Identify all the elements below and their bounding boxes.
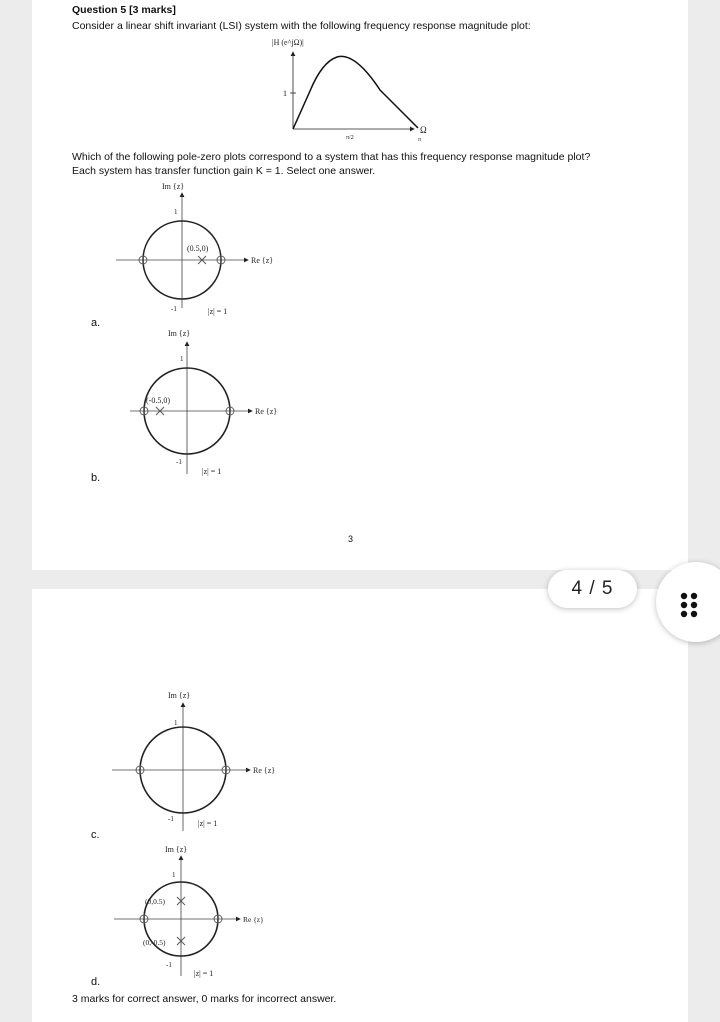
pole-coord-label: (-0.5,0) [146, 396, 170, 405]
unit-circle-label: |z| = 1 [208, 307, 228, 316]
minus-one-tick: -1 [168, 815, 174, 823]
one-tick: 1 [180, 355, 184, 363]
marks-footer: 3 marks for correct answer, 0 marks for incorrect answer. [72, 993, 337, 1005]
more-options-icon [680, 592, 702, 618]
freq-one-tick: 1 [283, 89, 287, 98]
one-tick: 1 [174, 719, 178, 727]
unit-circle-label: |z| = 1 [202, 467, 222, 476]
question-title: Question 5 [3 marks] [72, 4, 176, 16]
im-axis-label: Im {z} [168, 329, 191, 338]
minus-one-tick: -1 [176, 458, 182, 466]
freq-xlabel: Ω [420, 125, 427, 135]
question-prompt-line1: Which of the following pole-zero plots correspond to a system that has this frequency response magnitude plot? [72, 151, 591, 163]
page-number: 3 [348, 534, 354, 544]
pole-zero-plot-d [108, 840, 308, 980]
im-axis-label: Im {z} [162, 182, 185, 191]
pole-coord-label: (0.5,0) [187, 244, 209, 253]
minus-one-tick: -1 [166, 961, 172, 969]
magnitude-curve [293, 56, 418, 129]
freq-plot-ylabel: |H (e^jΩ)| [272, 38, 304, 47]
option-d-label[interactable]: d. [91, 976, 101, 988]
half-pi-label: π/2 [346, 135, 354, 141]
option-a-label[interactable]: a. [91, 317, 101, 329]
pole-coord-label-top: (0,0.5) [145, 897, 165, 906]
im-axis-label: Im {z} [165, 845, 188, 854]
page-indicator [548, 570, 637, 608]
pole-zero-plot-c [108, 685, 308, 835]
re-axis-label: Re {z} [253, 766, 276, 775]
question-intro: Consider a linear shift invariant (LSI) system with the following frequency response magnitude plot: [72, 20, 531, 32]
frequency-response-plot [240, 32, 450, 150]
re-axis-label: Re {z} [255, 407, 278, 416]
option-b-label[interactable]: b. [91, 472, 101, 484]
one-tick: 1 [172, 871, 176, 879]
minus-one-tick: -1 [171, 305, 177, 313]
unit-circle-label: |z| = 1 [198, 819, 218, 828]
one-tick: 1 [174, 208, 178, 216]
unit-circle-label: |z| = 1 [194, 969, 214, 978]
im-axis-label: Im {z} [168, 691, 191, 700]
option-c-label[interactable]: c. [91, 829, 100, 841]
page-indicator-text: 4 / 5 [571, 578, 614, 599]
pi-label: π [418, 137, 422, 143]
re-axis-label: Re {z} [243, 915, 264, 924]
question-prompt-line2: Each system has transfer function gain K = 1. Select one answer. [72, 165, 376, 177]
pole-coord-label-bottom: (0,-0.5) [143, 938, 166, 947]
pole-zero-plot-a [110, 180, 310, 320]
pole-zero-plot-b [110, 326, 310, 478]
re-axis-label: Re {z} [251, 256, 274, 265]
